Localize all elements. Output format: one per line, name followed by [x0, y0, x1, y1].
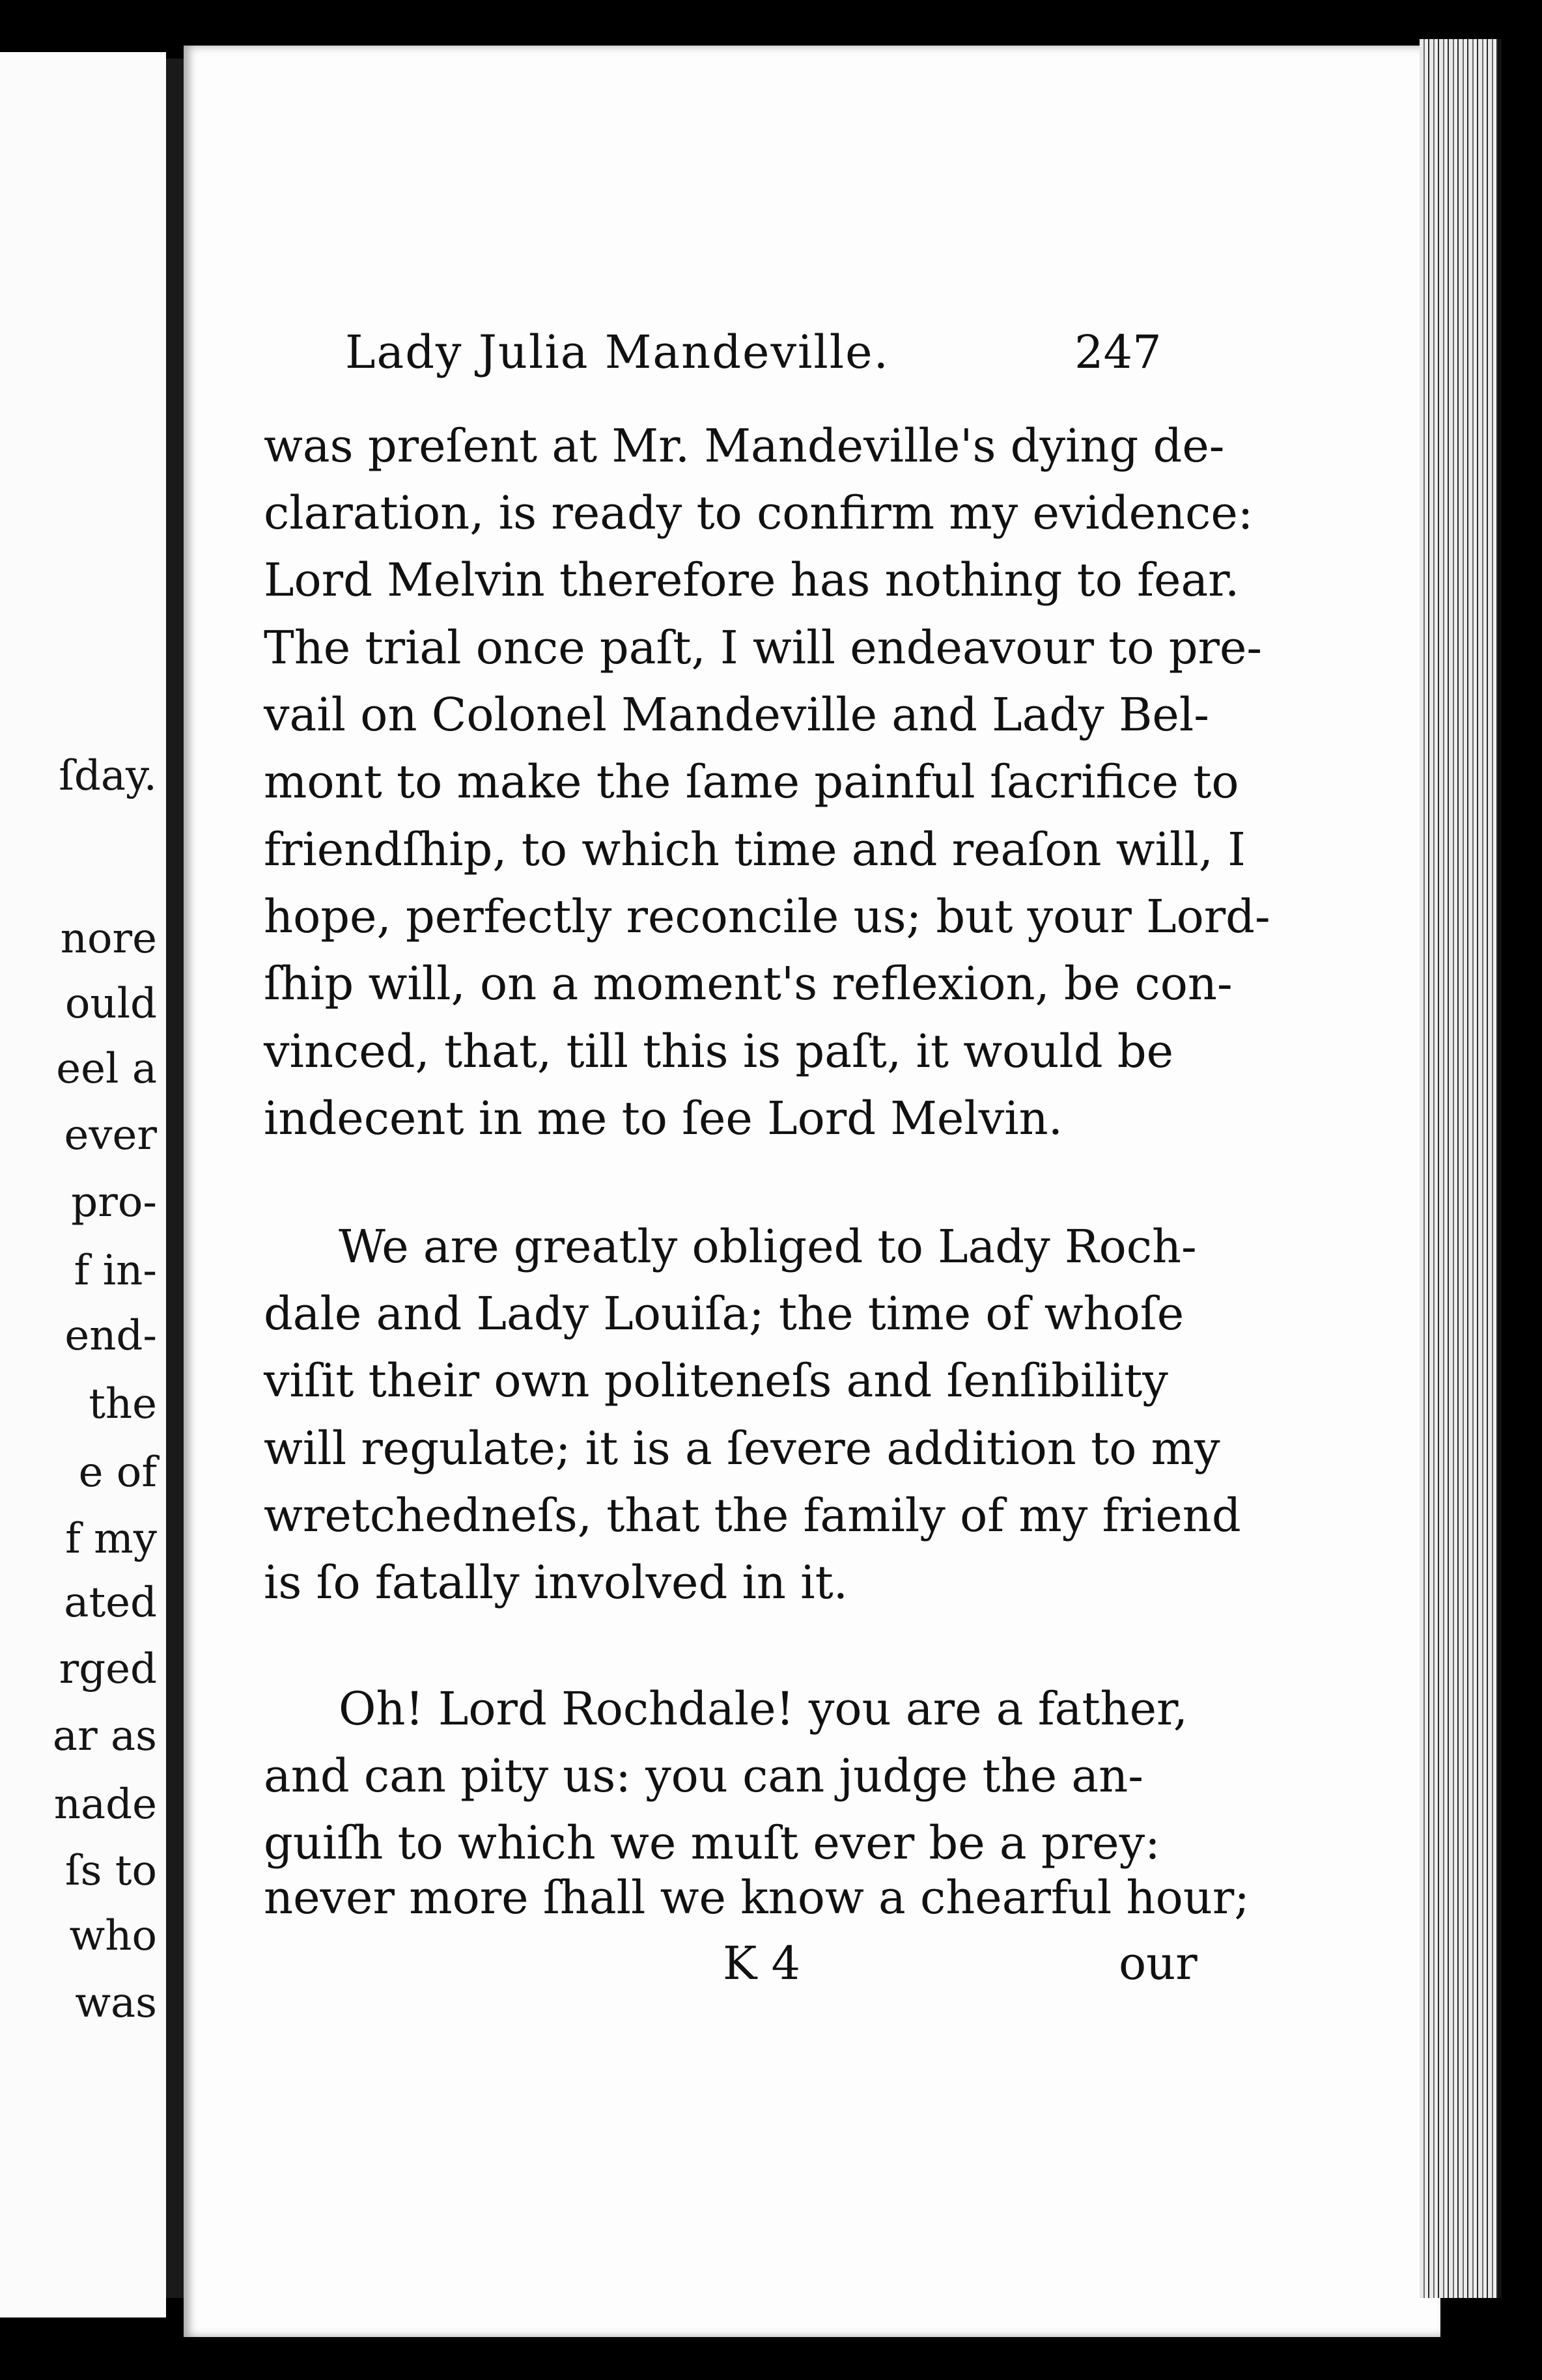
book-page: [184, 46, 1440, 2337]
facing-page-line: nade: [53, 1780, 157, 1829]
text-line: vail on Colonel Mandeville and Lady Bel-: [264, 688, 1209, 741]
text-line: dale and Lady Louiſa; the time of whoſe: [264, 1287, 1185, 1340]
facing-page-line: ſs to: [64, 1847, 157, 1895]
text-line: wretchedneſs, that the family of my friend: [264, 1489, 1241, 1542]
facing-page-line: ated: [64, 1579, 157, 1627]
text-line: guiſh to which we muſt ever be a prey:: [264, 1816, 1160, 1870]
facing-page-line: was: [75, 1979, 157, 2027]
text-line: hope, perfectly reconcile us; but your Lord-: [264, 890, 1270, 943]
text-line: claration, is ready to confirm my evidence:: [264, 486, 1254, 540]
facing-page-line: ould: [64, 980, 157, 1028]
text-line: vinced, that, till this is paſt, it would be: [264, 1025, 1174, 1078]
text-line: viſit their own politeneſs and ſenſibility: [264, 1354, 1168, 1407]
facing-page-line: e of: [78, 1448, 157, 1497]
text-line: Lord Melvin therefore has nothing to fear.: [264, 553, 1240, 607]
facing-page-line: pro-: [71, 1178, 157, 1226]
facing-page-line: ſday.: [59, 752, 157, 800]
text-line: friendſhip, to which time and reaſon will, I: [264, 823, 1246, 876]
text-line: will regulate; it is a ſevere addition to my: [264, 1422, 1220, 1475]
facing-page-line: f in-: [74, 1247, 157, 1295]
facing-page-line: ar as: [52, 1712, 157, 1760]
facing-page-line: rged: [59, 1645, 157, 1693]
page-edges: [1420, 39, 1502, 2298]
signature-mark: K 4: [723, 1937, 801, 1990]
running-head: Lady Julia Mandeville.: [345, 325, 890, 379]
text-line: was preſent at Mr. Mandeville's dying de-: [264, 419, 1225, 473]
facing-page-line: the: [89, 1380, 157, 1428]
text-line: ſhip will, on a moment's reflexion, be con-: [264, 957, 1233, 1010]
book-gutter: [166, 59, 186, 2298]
facing-page-line: end-: [64, 1312, 157, 1360]
page-number: 247: [1074, 325, 1162, 379]
text-line: Oh! Lord Rochdale! you are a father,: [339, 1682, 1188, 1736]
text-line: indecent in me to ſee Lord Melvin.: [264, 1092, 1063, 1145]
facing-page-fragment: [0, 52, 166, 2318]
catchword: our: [1119, 1937, 1198, 1990]
facing-page-line: ever: [64, 1111, 157, 1159]
text-line: We are greatly obliged to Lady Roch-: [339, 1220, 1197, 1273]
text-line: mont to make the ſame painful ſacrifice to: [264, 755, 1239, 809]
facing-page-line: who: [69, 1912, 157, 1960]
text-line: is ſo fatally involved in it.: [264, 1556, 848, 1609]
text-line: never more ſhall we know a chearful hour;: [264, 1871, 1250, 1924]
text-line: The trial once paſt, I will endeavour to pre-: [264, 621, 1263, 674]
text-line: and can pity us: you can judge the an-: [264, 1749, 1143, 1803]
facing-page-line: f my: [65, 1515, 157, 1563]
facing-page-line: eel a: [56, 1045, 157, 1093]
facing-page-line: nore: [60, 915, 157, 963]
